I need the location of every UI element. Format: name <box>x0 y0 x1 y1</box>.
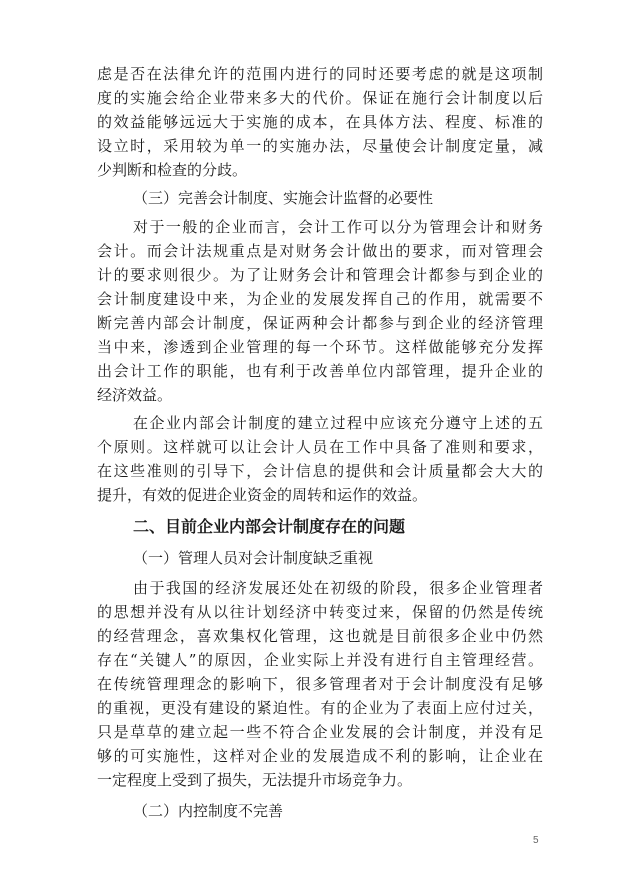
paragraph-line: 个原则。这样就可以让会计人员在工作中具备了准则和要求， <box>97 438 543 456</box>
paragraph-line: 的重视，更没有建设的紧迫性。有的企业为了表面上应付过关， <box>97 699 543 717</box>
paragraph-line: 当中来，渗透到企业管理的每一个环节。这样做能够充分发挥 <box>97 338 543 356</box>
paragraph-line: 存在“关键人”的原因，企业实际上并没有进行自主管理经营。 <box>97 651 543 669</box>
section-heading-3: （三）完善会计制度、实施会计监督的必要性 <box>133 189 434 207</box>
section-heading-2-sub: （二）内控制度不完善 <box>133 802 284 820</box>
paragraph-line: 经济效益。 <box>97 386 173 404</box>
paragraph-line: 少判断和检查的分歧。 <box>97 161 248 179</box>
paragraph-line: 由于我国的经济发展还处在初级的阶段，很多企业管理者 <box>133 579 543 597</box>
paragraph-line: 的效益能够远远大于实施的成本，在具体方法、程度、标准的 <box>97 113 543 131</box>
paragraph-line: 在企业内部会计制度的建立过程中应该充分遵守上述的五 <box>133 414 543 432</box>
page-number: 5 <box>533 835 539 846</box>
paragraph-line: 提升，有效的促进企业资金的周转和运作的效益。 <box>97 486 428 504</box>
paragraph-line: 够的可实施性，这样对企业的发展造成不利的影响，让企业在 <box>97 747 543 765</box>
paragraph-line: 会计制度建设中来，为企业的发展发挥自己的作用，就需要不 <box>97 290 543 308</box>
paragraph-line: 会计。而会计法规重点是对财务会计做出的要求，而对管理会 <box>97 242 543 260</box>
section-heading-1: （一）管理人员对会计制度缺乏重视 <box>133 549 374 567</box>
paragraph-line: 的经营理念，喜欢集权化管理，这也就是目前很多企业中仍然 <box>97 627 543 645</box>
paragraph-line: 一定程度上受到了损失，无法提升市场竞争力。 <box>97 771 413 789</box>
paragraph-line: 计的要求则很少。为了让财务会计和管理会计都参与到企业的 <box>97 266 543 284</box>
paragraph-line: 虑是否在法律允许的范围内进行的同时还要考虑的就是这项制 <box>97 65 543 83</box>
paragraph-line: 在这些准则的引导下，会计信息的提供和会计质量都会大大的 <box>97 462 543 480</box>
paragraph-line: 的思想并没有从以往计划经济中转变过来，保留的仍然是传统 <box>97 603 543 621</box>
paragraph-line: 度的实施会给企业带来多大的代价。保证在施行会计制度以后 <box>97 89 543 107</box>
paragraph-line: 在传统管理理念的影响下，很多管理者对于会计制度没有足够 <box>97 675 543 693</box>
paragraph-line: 只是草草的建立起一些不符合企业发展的会计制度，并没有足 <box>97 723 543 741</box>
section-heading-2: 二、目前企业内部会计制度存在的问题 <box>133 517 406 536</box>
paragraph-line: 对于一般的企业而言，会计工作可以分为管理会计和财务 <box>133 218 543 236</box>
paragraph-line: 设立时，采用较为单一的实施办法，尽量使会计制度定量，减 <box>97 137 543 155</box>
paragraph-line: 断完善内部会计制度，保证两种会计都参与到企业的经济管理 <box>97 314 543 332</box>
paragraph-line: 出会计工作的职能，也有利于改善单位内部管理，提升企业的 <box>97 362 543 380</box>
